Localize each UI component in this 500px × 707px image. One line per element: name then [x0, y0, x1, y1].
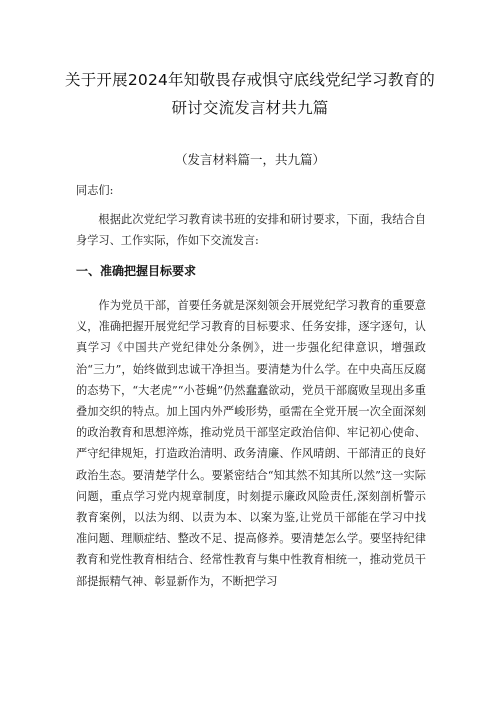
salutation: 同志们:: [76, 184, 114, 197]
section-heading: 一、准确把握目标要求: [76, 264, 197, 278]
intro-paragraph: 根据此次党纪学习教育读书班的安排和研讨要求，下面，我结合自身学习、工作实际，作如下交流发言:: [76, 213, 426, 248]
document-title: 关于开展2024年知敬畏存戒惧守底线党纪学习教育的研讨交流发言材共九篇: [65, 71, 435, 117]
body-paragraph: 作为党员干部，首要任务就是深刻领会开展党纪学习教育的重要意义，准确把握开展党纪学习教育的目标要求、任务安排，逐字逐句，认真学习《中国共产党纪律处分条例》，进一步强化纪律意识，增强政治“三力”，始终做到忠诚干净担当。要清楚为什么学。在中央高压反腐的态势下，“大老虎”“小苍蝇”仍然蠢蠢欲动，党员干部腐败呈现出多重叠加交织的特点。加上国内外严峻形势，亟需在全党开展一次全面深刻的政治教育和思想淬炼，推动党员干部坚定政治信仰、牢记初心使命、严守纪律规矩，打造政治清明、政务清廉、作风晴朗、干部清正的良好政治生态。要清楚学什么。要紧密结合“知其然不知其所以然”这一实际问题，重点学习党内规章制度，时刻提示廉政风险责任,深刻剖析警示教育案例，以法为纲、以责为本、以案为鉴,让党员干部能在学习中找准问题、理顺症结、整改不足、提高修养。要清楚怎么学。要坚持纪律教育和党性教育相结合、经常性教育与集中性教育相统一，推动党员干部提振精气神、彰显新作为，不断把学习: [76, 299, 426, 588]
document-subtitle: （发言材料篇一，共九篇）: [174, 152, 325, 167]
